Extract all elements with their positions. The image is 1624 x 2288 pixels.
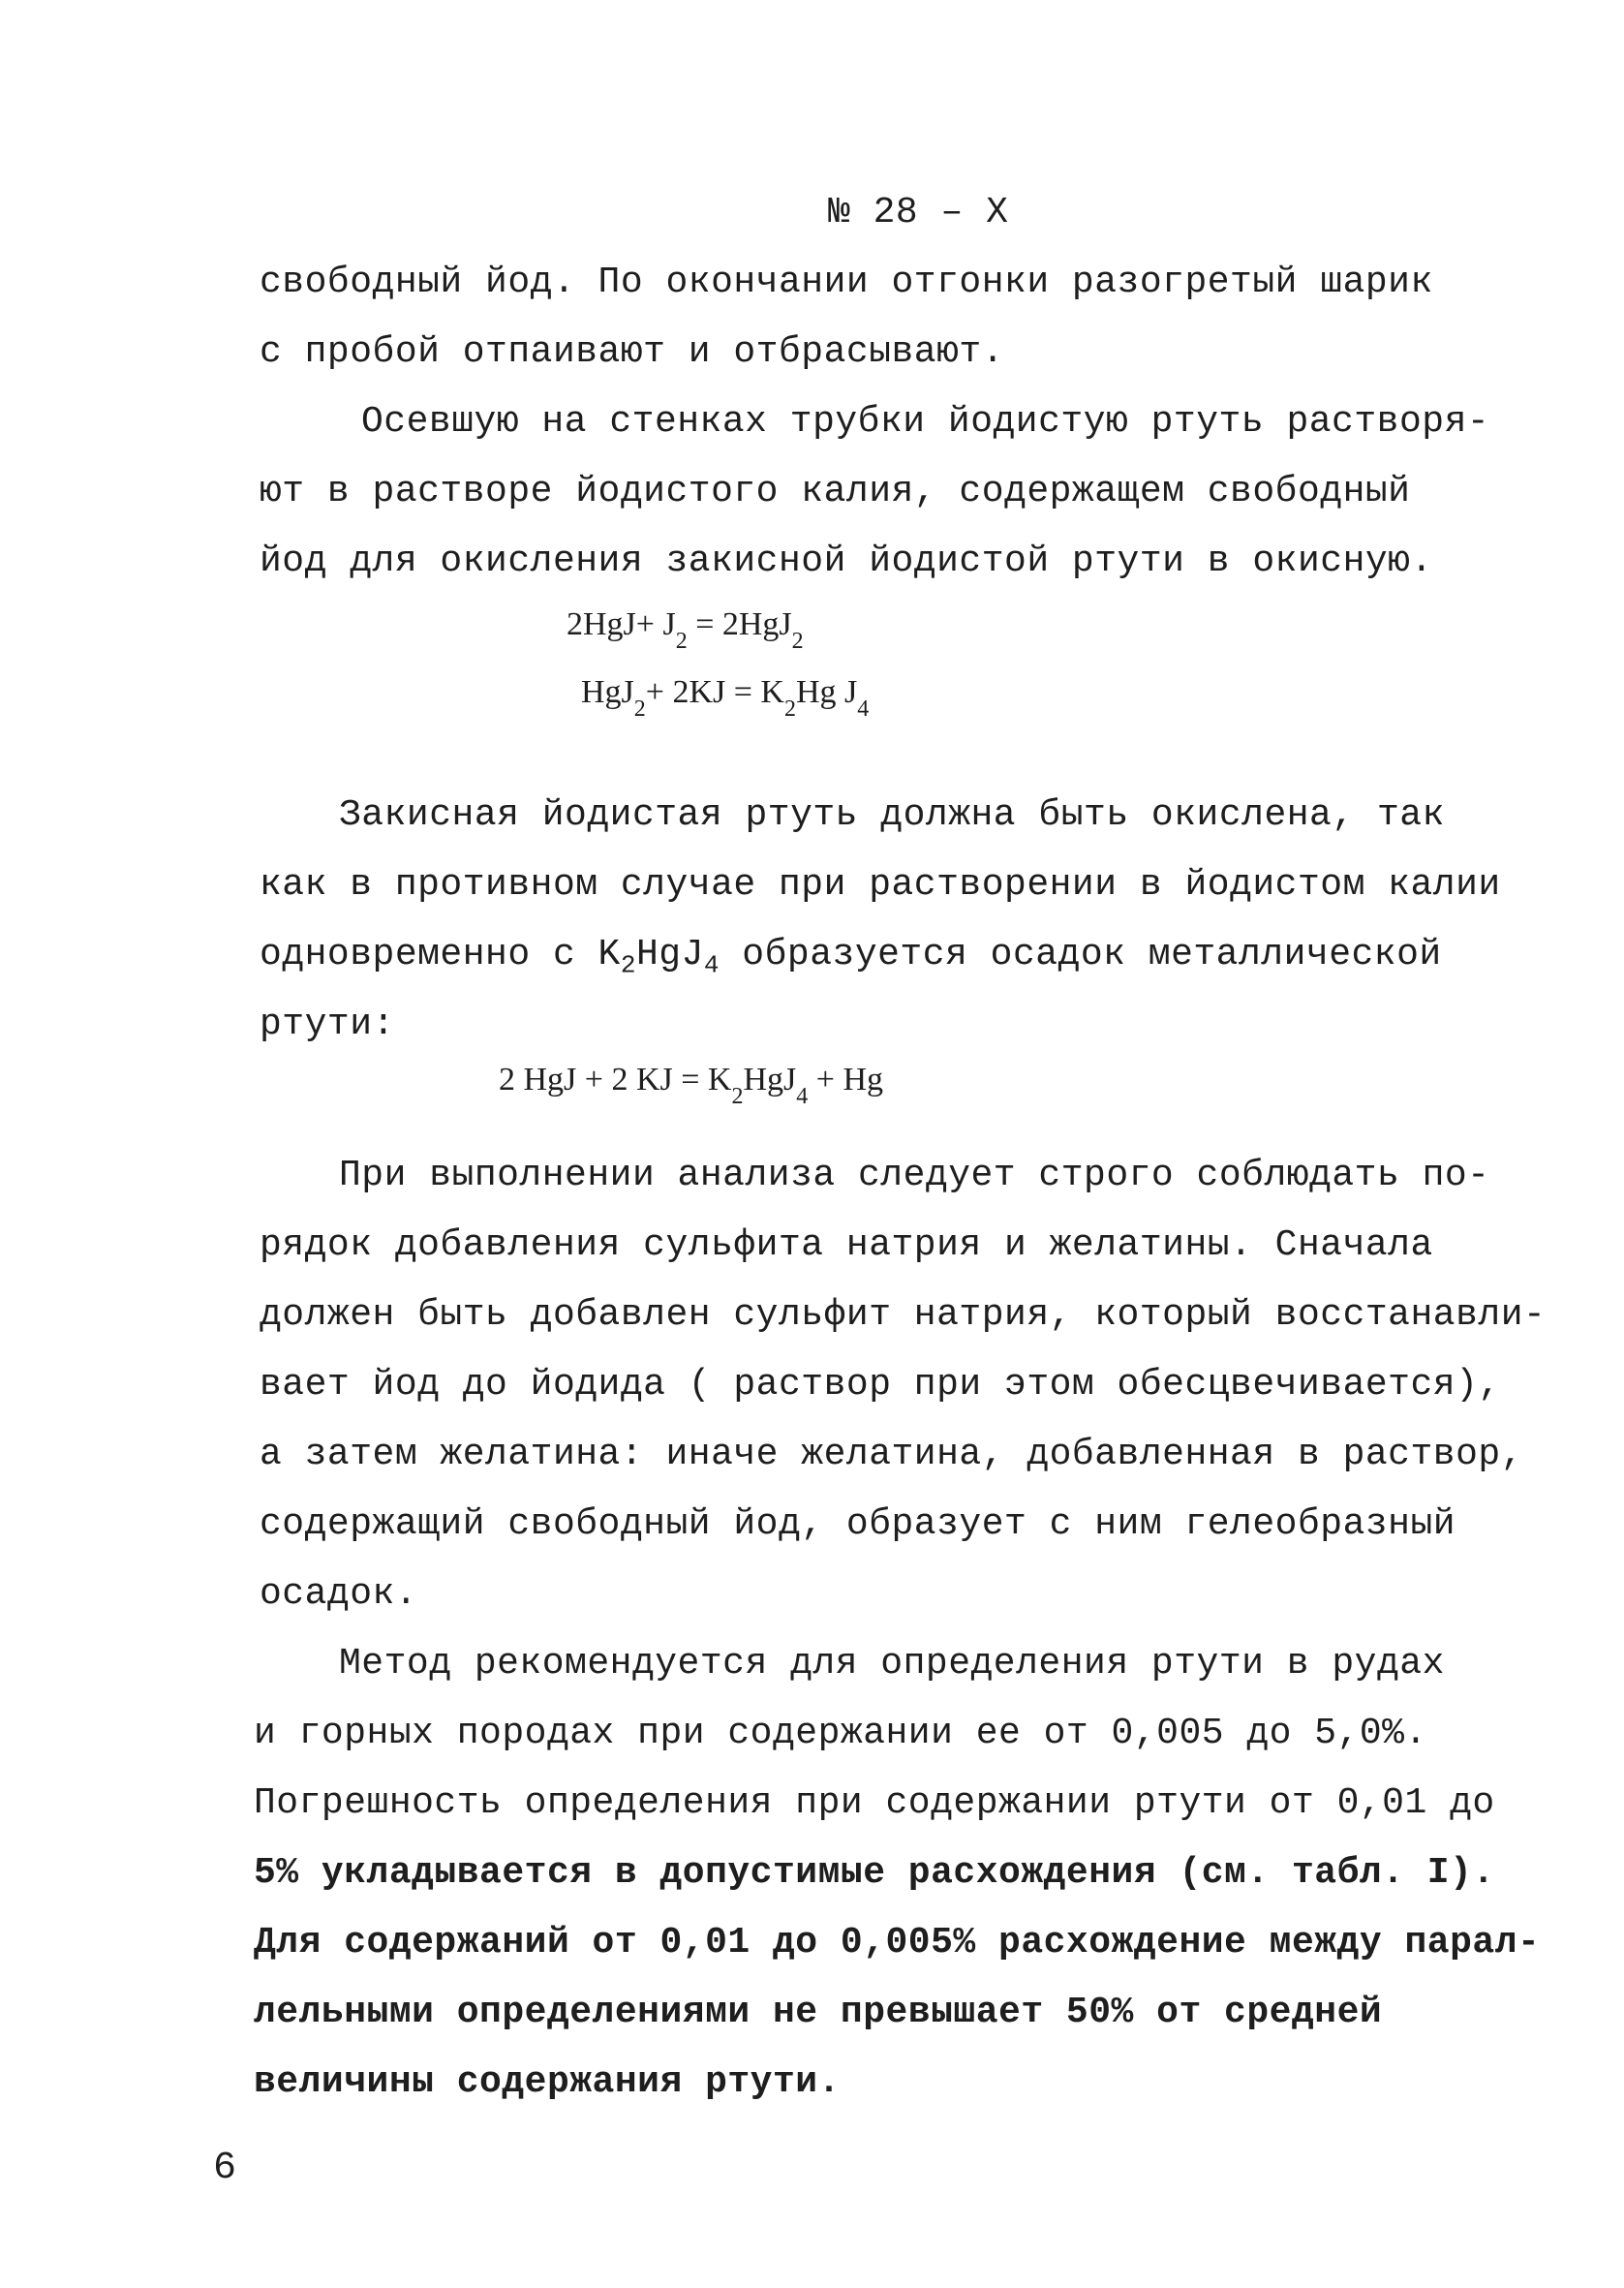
subscript: 4: [857, 696, 870, 722]
subscript: 2: [633, 696, 646, 722]
subscript: 2: [784, 696, 796, 722]
text-line: Погрешность определения при содержании ртути от 0,01 до: [254, 1782, 1495, 1824]
text-line: величины содержания ртути.: [254, 2061, 841, 2103]
text-line: йод для окисления закисной йодистой ртути в окисную.: [260, 541, 1433, 582]
subscript: 2: [675, 629, 688, 654]
subscript: 4: [703, 950, 720, 980]
equation-part: 2 HgJ + 2 KJ = K: [499, 1062, 732, 1098]
equation-part: + Hg: [808, 1062, 884, 1098]
equation-part: Hg J: [796, 674, 858, 710]
document-number: № 28 – X: [828, 192, 1009, 233]
text-line: Для содержаний от 0,01 до 0,005% расхождение между парал-: [254, 1922, 1541, 1963]
equation-part: + 2KJ = K: [645, 674, 784, 710]
text-line: [260, 932, 1442, 989]
subscript: 2: [620, 950, 636, 980]
text-line: свободный йод. По окончании отгонки разогретый шарик: [260, 262, 1433, 303]
subscript: 2: [731, 1084, 744, 1109]
text-line: с пробой отпаивают и отбрасывают.: [260, 331, 1005, 373]
text-part: HgJ: [635, 934, 704, 975]
text-line: 5% укладывается в допустимые расхождения (см. табл. I).: [254, 1852, 1495, 1894]
text-line: Метод рекомендуется для определения ртути в рудах: [339, 1643, 1445, 1685]
chemical-equation: [567, 601, 804, 665]
text-line: ют в растворе йодистого калия, содержащем свободный: [260, 471, 1411, 512]
equation-part: HgJ: [743, 1062, 797, 1098]
text-part: образуется осадок металлической: [720, 934, 1442, 975]
text-line: и горных породах при содержании ее от 0,005 до 5,0%.: [254, 1713, 1427, 1754]
text-line: как в противном случае при растворении в йодистом калии: [260, 864, 1501, 906]
text-line: лельными определениями не превышает 50% от средней: [254, 1992, 1383, 2033]
text-line: должен быть добавлен сульфит натрия, который восстанавли-: [260, 1294, 1547, 1336]
equation-part: HgJ: [581, 674, 634, 710]
text-line: Закисная йодистая ртуть должна быть окислена, так: [339, 794, 1445, 836]
text-line: При выполнении анализа следует строго соблюдать по-: [339, 1155, 1490, 1196]
equation-part: = 2HgJ: [687, 606, 792, 642]
chemical-equation: [499, 1056, 883, 1121]
chemical-equation: [581, 668, 869, 733]
text-line: рядок добавления сульфита натрия и желатины. Сначала: [260, 1224, 1433, 1266]
text-line: Осевшую на стенках трубки йодистую ртуть растворя-: [361, 401, 1490, 443]
text-line: ртути:: [260, 1004, 395, 1045]
text-line: вает йод до йодида ( раствор при этом обесцвечивается),: [260, 1364, 1501, 1406]
text-part: одновременно с K: [260, 934, 621, 975]
page-number: 6: [213, 2147, 237, 2190]
text-line: осадок.: [260, 1573, 418, 1615]
equation-part: 2HgJ+ J: [567, 606, 676, 642]
subscript: 2: [791, 629, 804, 654]
subscript: 4: [796, 1084, 809, 1109]
text-line: содержащий свободный йод, образует с ним гелеобразный: [260, 1503, 1456, 1545]
text-line: а затем желатина: иначе желатина, добавленная в раствор,: [260, 1434, 1524, 1475]
